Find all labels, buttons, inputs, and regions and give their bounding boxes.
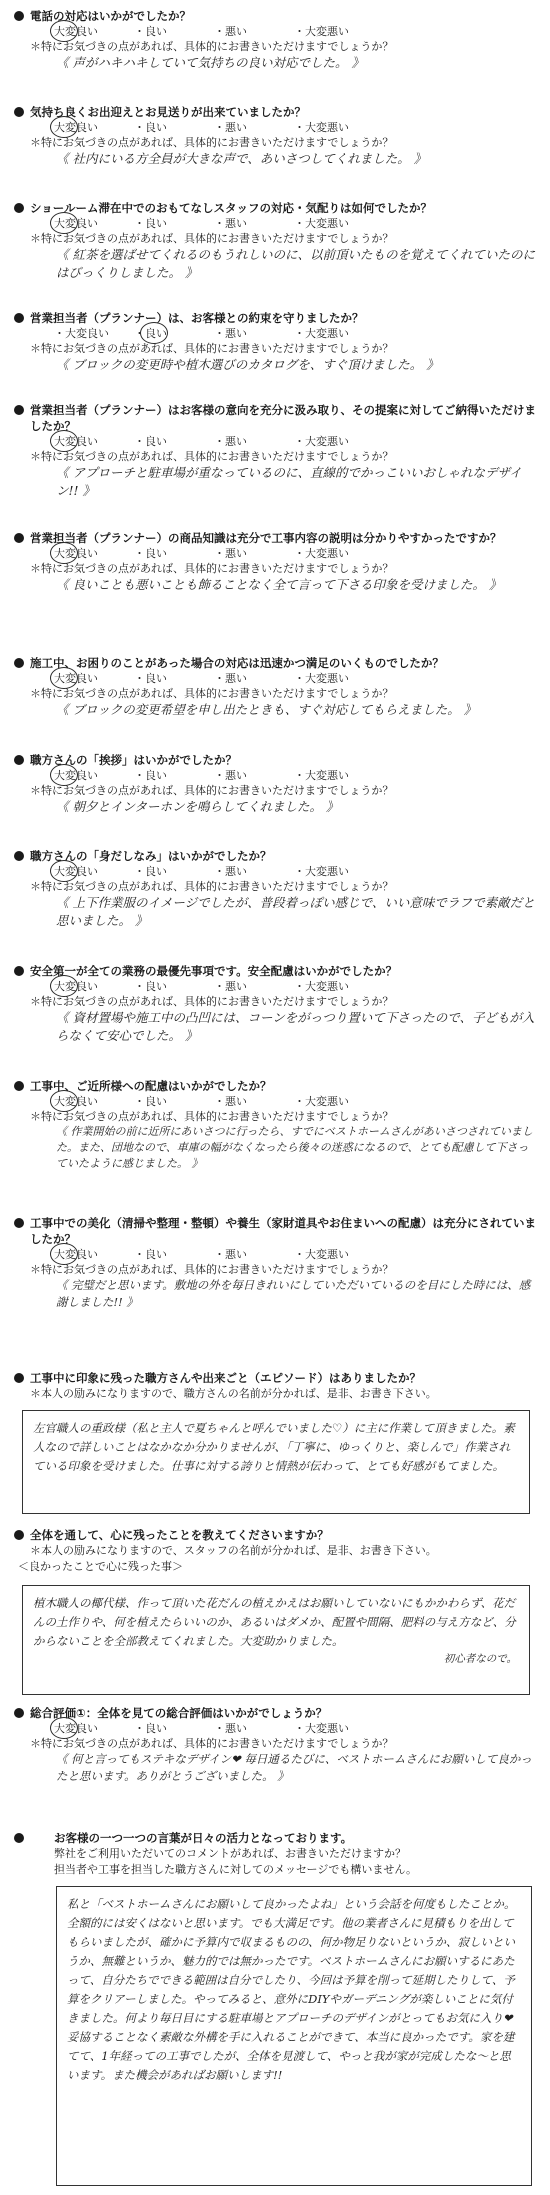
question-block — [14, 848, 536, 930]
handwritten-answer: 《 何と言ってもステキなデザイン❤ 毎日通るたびに、ベストホームさんにお願いして良かったと思います。ありがとうございました。 》 — [56, 1752, 532, 1783]
bullet-icon — [14, 1833, 24, 1843]
option-very-bad[interactable]: ・大変悪い — [294, 769, 349, 782]
annotation: 初心者なので。 — [443, 1653, 517, 1665]
selected-circle — [50, 975, 78, 997]
bullet-icon — [14, 533, 24, 543]
handwritten-answer: 《 声がハキハキしていて気持ちの良い対応でした。 》 — [56, 55, 364, 70]
question-text: ショールーム滞在中でのおもてなしスタッフの対応・気配りは如何でしたか？ — [30, 201, 433, 215]
option-good[interactable]: ・良い — [134, 547, 167, 560]
option-very-bad[interactable]: ・大変悪い — [294, 327, 349, 340]
question-text: 施工中、お困りのことがあった場合の対応は迅速かつ満足のいくものでしたか？ — [30, 656, 444, 670]
bullet-icon — [14, 1530, 24, 1540]
question-block — [14, 655, 536, 719]
question-text: 職方さんの「挨拶」はいかがでしたか？ — [30, 753, 237, 767]
question-block — [14, 402, 536, 500]
sub-note: ＊本人の励みになりますので、スタッフの名前が分かれば、是非、お書き下さい。 — [30, 1544, 437, 1557]
final-prompt: 担当者や工事を担当した職方さんに対してのメッセージでも構いません。 — [54, 1863, 417, 1876]
comment-prompt: ＊特にお気づきの点があれば、具体的にお書きいただけますでしょうか？ — [30, 1263, 394, 1276]
option-very-bad[interactable]: ・大変悪い — [294, 547, 349, 560]
option-good[interactable]: ・良い — [134, 25, 167, 38]
question-block — [14, 1705, 536, 1785]
bullet-icon — [14, 313, 24, 323]
question-text: 営業担当者（プランナー）の商品知識は充分で工事内容の説明は分かりやすかったですか？ — [30, 531, 502, 545]
option-very-good[interactable]: 大変良い — [54, 216, 134, 231]
option-very-bad[interactable]: ・大変悪い — [294, 672, 349, 685]
question-block — [14, 530, 536, 594]
option-good[interactable]: ・良い — [134, 769, 167, 782]
options-row — [14, 1094, 536, 1109]
handwritten-answer: 植木職人の椰代様、作って頂いた花だんの植えかえはお願いしていないにもかかわらず、花だんの土作りや、何を植えたらいいのか、あるいはダメか、配置や間隔、肥料の与え方など、分からないことを全部教えてくれました。大変助かりました。 — [33, 1596, 516, 1648]
option-bad[interactable]: ・悪い — [214, 672, 247, 685]
option-very-good[interactable]: 大変良い — [54, 434, 134, 449]
handwritten-answer: 《 ブロックの変更希望を申し出たときも、すぐ対応してもらえました。 》 — [56, 702, 477, 717]
option-very-bad[interactable]: ・大変悪い — [294, 25, 349, 38]
final-heading: お客様の一つ一つの言葉が日々の活力となっております。 — [54, 1831, 353, 1845]
handwritten-answer: 《 アプローチと駐車場が重なっているのに、直線的でかっこいいおしゃれなデザイン!! 》 — [56, 465, 522, 498]
option-bad[interactable]: ・悪い — [214, 121, 247, 134]
question-block — [14, 752, 536, 816]
option-very-bad[interactable]: ・大変悪い — [294, 980, 349, 993]
overall-answer-box — [22, 1585, 530, 1695]
final-section — [14, 1830, 536, 1878]
option-very-good[interactable]: 大変良い — [54, 1247, 134, 1262]
sub-note: ＊本人の励みになりますので、職方さんの名前が分かれば、是非、お書き下さい。 — [30, 1387, 437, 1400]
selected-circle — [50, 212, 78, 234]
options-row — [14, 768, 536, 783]
option-very-good[interactable]: 大変良い — [54, 864, 134, 879]
bullet-icon — [14, 966, 24, 976]
question-text: 職方さんの「身だしなみ」はいかがでしたか？ — [30, 849, 272, 863]
handwritten-answer: 《 資材置場や施工中の凸凹には、コーンをがっつり置いて下さったので、子どもが入らなくて安心でした。 》 — [56, 1010, 535, 1043]
option-bad[interactable]: ・悪い — [214, 547, 247, 560]
bullet-icon — [14, 203, 24, 213]
question-block — [14, 963, 536, 1045]
option-very-good[interactable]: ・大変良い — [54, 327, 109, 340]
option-very-good[interactable]: 大変良い — [54, 979, 134, 994]
selected-circle — [50, 764, 78, 786]
bullet-icon — [14, 107, 24, 117]
selected-circle — [50, 116, 78, 138]
comment-prompt: ＊特にお気づきの点があれば、具体的にお書きいただけますでしょうか？ — [30, 232, 394, 245]
question-block — [14, 1215, 536, 1311]
option-very-bad[interactable]: ・大変悪い — [294, 217, 349, 230]
option-very-bad[interactable]: ・大変悪い — [294, 435, 349, 448]
comment-prompt: ＊特にお気づきの点があれば、具体的にお書きいただけますでしょうか？ — [30, 995, 394, 1008]
comment-prompt: ＊特にお気づきの点があれば、具体的にお書きいただけますでしょうか？ — [30, 136, 394, 149]
selected-circle — [140, 322, 168, 344]
option-very-good[interactable]: 大変良い — [54, 768, 134, 783]
option-good[interactable]: ・良い — [134, 1722, 167, 1735]
option-very-good[interactable]: 大変良い — [54, 546, 134, 561]
comment-prompt: ＊特にお気づきの点があれば、具体的にお書きいただけますでしょうか？ — [30, 687, 394, 700]
options-row — [14, 864, 536, 879]
options-row — [14, 326, 536, 341]
episode-section — [14, 1370, 536, 1402]
options-row — [14, 24, 536, 39]
question-block — [14, 310, 536, 374]
selected-circle — [50, 542, 78, 564]
question-block — [14, 1078, 536, 1172]
selected-circle — [50, 667, 78, 689]
handwritten-answer: 《 上下作業服のイメージでしたが、普段着っぽい感じで、いい意味でラフで素敵だと思いました。 》 — [56, 895, 535, 928]
option-very-good[interactable]: 大変良い — [54, 120, 134, 135]
options-row — [14, 216, 536, 231]
option-very-good[interactable]: 大変良い — [54, 1094, 134, 1109]
episode-answer-box — [22, 1410, 530, 1514]
question-text: 全体を通して、心に残ったことを教えてくださいますか？ — [30, 1528, 329, 1542]
question-block — [14, 104, 536, 168]
option-very-bad[interactable]: ・大変悪い — [294, 1722, 349, 1735]
selected-circle — [50, 860, 78, 882]
selected-circle — [50, 1243, 78, 1265]
question-text: 気持ち良くお出迎えとお見送りが出来ていましたか？ — [30, 105, 306, 119]
bullet-icon — [14, 851, 24, 861]
option-bad[interactable]: ・悪い — [214, 1722, 247, 1735]
option-good[interactable]: ・良い — [134, 1248, 167, 1261]
bullet-icon — [14, 11, 24, 21]
question-text: 営業担当者（プランナー）はお客様の意向を充分に汲み取り、その提案に対してご納得いただけましたか？ — [30, 403, 536, 433]
options-row — [14, 1247, 536, 1262]
options-row — [14, 434, 536, 449]
option-bad[interactable]: ・悪い — [214, 327, 247, 340]
options-row — [14, 1721, 536, 1736]
option-very-bad[interactable]: ・大変悪い — [294, 1248, 349, 1261]
option-good[interactable]: ・良い — [134, 1095, 167, 1108]
handwritten-answer: 《 社内にいる方全員が大きな声で、あいさつしてくれました。 》 — [56, 151, 427, 166]
selected-circle — [50, 430, 78, 452]
option-good[interactable]: ・良い — [134, 326, 214, 341]
final-prompt: 弊社をご利用いただいてのコメントがあれば、お書きいただけますか？ — [54, 1847, 406, 1860]
handwritten-answer: 《 作業開始の前に近所にあいさつに行ったら、すでにベストホームさんがあいさつされていました。また、団地なので、車庫の幅がなくなったら後々の迷惑になるので、とても配慮して下さっていたように感じました。 》 — [56, 1125, 533, 1170]
option-bad[interactable]: ・悪い — [214, 435, 247, 448]
selected-circle — [50, 20, 78, 42]
question-text: 安全第一が全ての業務の最優先事項です。安全配慮はいかがでしたか？ — [30, 964, 398, 978]
options-row — [14, 120, 536, 135]
final-answer-box — [56, 1886, 532, 2186]
bullet-icon — [14, 1373, 24, 1383]
question-text: 総合評価①：全体を見ての総合評価はいかがでしょうか？ — [30, 1706, 328, 1720]
question-block — [14, 8, 536, 72]
comment-prompt: ＊特にお気づきの点があれば、具体的にお書きいただけますでしょうか？ — [30, 562, 394, 575]
option-very-good[interactable]: 大変良い — [54, 1721, 134, 1736]
comment-prompt: ＊特にお気づきの点があれば、具体的にお書きいただけますでしょうか？ — [30, 40, 394, 53]
question-block — [14, 200, 536, 282]
bullet-icon — [14, 755, 24, 765]
selected-circle — [50, 1717, 78, 1739]
options-row — [14, 979, 536, 994]
option-good[interactable]: ・良い — [134, 121, 167, 134]
question-text: 営業担当者（プランナー）は、お客様との約束を守りましたか？ — [30, 311, 364, 325]
options-row — [14, 546, 536, 561]
good-points-label: ＜良かったことで心に残った事＞ — [18, 1560, 183, 1573]
comment-prompt: ＊特にお気づきの点があれば、具体的にお書きいただけますでしょうか？ — [30, 784, 394, 797]
comment-prompt: ＊特にお気づきの点があれば、具体的にお書きいただけますでしょうか？ — [30, 880, 394, 893]
overall-section — [14, 1527, 536, 1574]
question-text: 工事中に印象に残った職方さんや出来ごと（エピソード）はありましたか？ — [30, 1371, 421, 1385]
handwritten-answer: 《 完璧だと思います。敷地の外を毎日きれいにしていただいているのを目にした時には、感謝しました!! 》 — [56, 1278, 531, 1309]
handwritten-answer: 《 紅茶を選ばせてくれるのもうれしいのに、以前頂いたものを覚えてくれていたのにはびっくりしました。 》 — [56, 247, 535, 280]
option-good[interactable]: ・良い — [134, 435, 167, 448]
option-very-bad[interactable]: ・大変悪い — [294, 1095, 349, 1108]
option-good[interactable]: ・良い — [134, 865, 167, 878]
comment-prompt: ＊特にお気づきの点があれば、具体的にお書きいただけますでしょうか？ — [30, 450, 394, 463]
question-text: 工事中、ご近所様への配慮はいかがでしたか？ — [30, 1079, 272, 1093]
option-bad[interactable]: ・悪い — [214, 1095, 247, 1108]
options-row — [14, 671, 536, 686]
comment-prompt: ＊特にお気づきの点があれば、具体的にお書きいただけますでしょうか？ — [30, 342, 394, 355]
option-very-good[interactable]: 大変良い — [54, 24, 134, 39]
option-bad[interactable]: ・悪い — [214, 217, 247, 230]
question-text: 電話の対応はいかがでしたか？ — [30, 9, 191, 23]
option-bad[interactable]: ・悪い — [214, 980, 247, 993]
handwritten-answer: 私と「ベストホームさんにお願いして良かったよね」という会話を何度もしたことか。全額的には安くはないと思います。でも大満足です。他の業者さんに見積もりを出してもらいましたが、確かに予算内で収まるものの、何か物足りないというか、寂しいというか、無難というか、魅力的では無かったです。ベストホームさんにお願いするにあたって、自分たちでできる範囲は自分でしたり、今回は予算を削って延期したりして、予算をクリアーしました。やってみると、意外にDIYやガーデニングが楽しいことに気付きました。何より毎日目にする駐車場とアプローチのデザインがとってもお気に入り❤ 妥協することなく素敵な外構を手に入れることができて、本当に良かったです。家を建てて、1年経っての工事でしたが、全体を見渡して、やっと我が家が完成したな～と思います。また機会があればお願いします!! — [67, 1897, 516, 2082]
option-very-good[interactable]: 大変良い — [54, 671, 134, 686]
option-bad[interactable]: ・悪い — [214, 769, 247, 782]
bullet-icon — [14, 1708, 24, 1718]
option-good[interactable]: ・良い — [134, 980, 167, 993]
handwritten-answer: 《 良いことも悪いことも飾ることなく全て言って下さる印象を受けました。 》 — [56, 577, 502, 592]
handwritten-answer: 左官職人の重政様（私と主人で夏ちゃんと呼んでいました♡）に主に作業して頂きました。素人なので詳しいことはなかなか分かりませんが、「丁寧に、ゆっくりと、楽しんで」作業されている印象を受けました。仕事に対する誇りと情熱が伝わって、とても好感がもてました。 — [33, 1421, 515, 1473]
option-bad[interactable]: ・悪い — [214, 1248, 247, 1261]
option-good[interactable]: ・良い — [134, 672, 167, 685]
option-very-bad[interactable]: ・大変悪い — [294, 121, 349, 134]
handwritten-answer: 《 ブロックの変更時や植木選びのカタログを、すぐ頂けました。 》 — [56, 357, 439, 372]
bullet-icon — [14, 1081, 24, 1091]
comment-prompt: ＊特にお気づきの点があれば、具体的にお書きいただけますでしょうか？ — [30, 1737, 394, 1750]
handwritten-answer: 《 朝夕とインターホンを鳴らしてくれました。 》 — [56, 799, 339, 814]
option-bad[interactable]: ・悪い — [214, 865, 247, 878]
option-bad[interactable]: ・悪い — [214, 25, 247, 38]
comment-prompt: ＊特にお気づきの点があれば、具体的にお書きいただけますでしょうか？ — [30, 1110, 394, 1123]
selected-circle — [50, 1090, 78, 1112]
bullet-icon — [14, 405, 24, 415]
bullet-icon — [14, 658, 24, 668]
option-very-bad[interactable]: ・大変悪い — [294, 865, 349, 878]
option-good[interactable]: ・良い — [134, 217, 167, 230]
bullet-icon — [14, 1218, 24, 1228]
question-text: 工事中での美化（清掃や整理・整頓）や養生（家財道具やお住まいへの配慮）は充分にされていましたか？ — [30, 1216, 536, 1246]
